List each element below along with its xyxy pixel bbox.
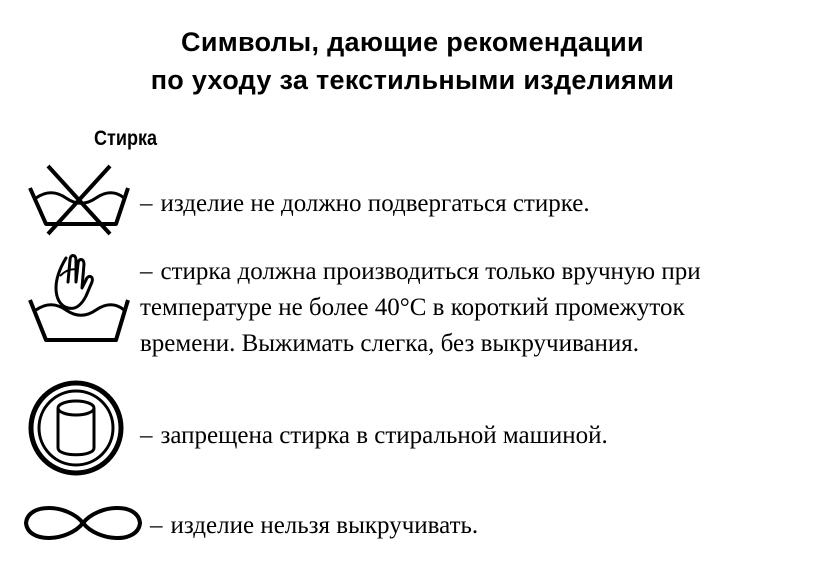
item-dash: – (140, 258, 153, 285)
section-title-washing: Стирка (94, 127, 158, 150)
description-line: времени. Выжимать слегка, без выкручивания. (140, 330, 640, 357)
item-description-no-machine-wash (140, 418, 608, 454)
no-wash-basin-crossed-icon (22, 160, 132, 236)
description-line: изделие не должно подвергаться стирке. (160, 190, 590, 217)
no-wring-infinity-icon (20, 500, 146, 546)
item-dash: – (140, 422, 153, 449)
item-description-no-wring (150, 508, 478, 544)
title-line-1: Символы, дающие рекомендации (181, 27, 644, 57)
item-description-no-wash (140, 186, 590, 222)
description-line: запрещена стирка в стиральной машиной. (160, 422, 608, 449)
description-line: температуре не более 40°С в короткий промежуток (140, 294, 685, 321)
title-line-2: по уходу за текстильными изделиями (150, 65, 675, 95)
description-line: – стирка должна производиться только вручную при (140, 258, 701, 285)
no-machine-wash-drum-icon (26, 378, 126, 478)
item-dash: – (150, 512, 163, 539)
hand-wash-basin-icon (22, 252, 132, 352)
item-dash: – (140, 190, 153, 217)
description-line: изделие нельзя выкручивать. (170, 512, 479, 539)
item-description-hand-wash (140, 254, 701, 362)
